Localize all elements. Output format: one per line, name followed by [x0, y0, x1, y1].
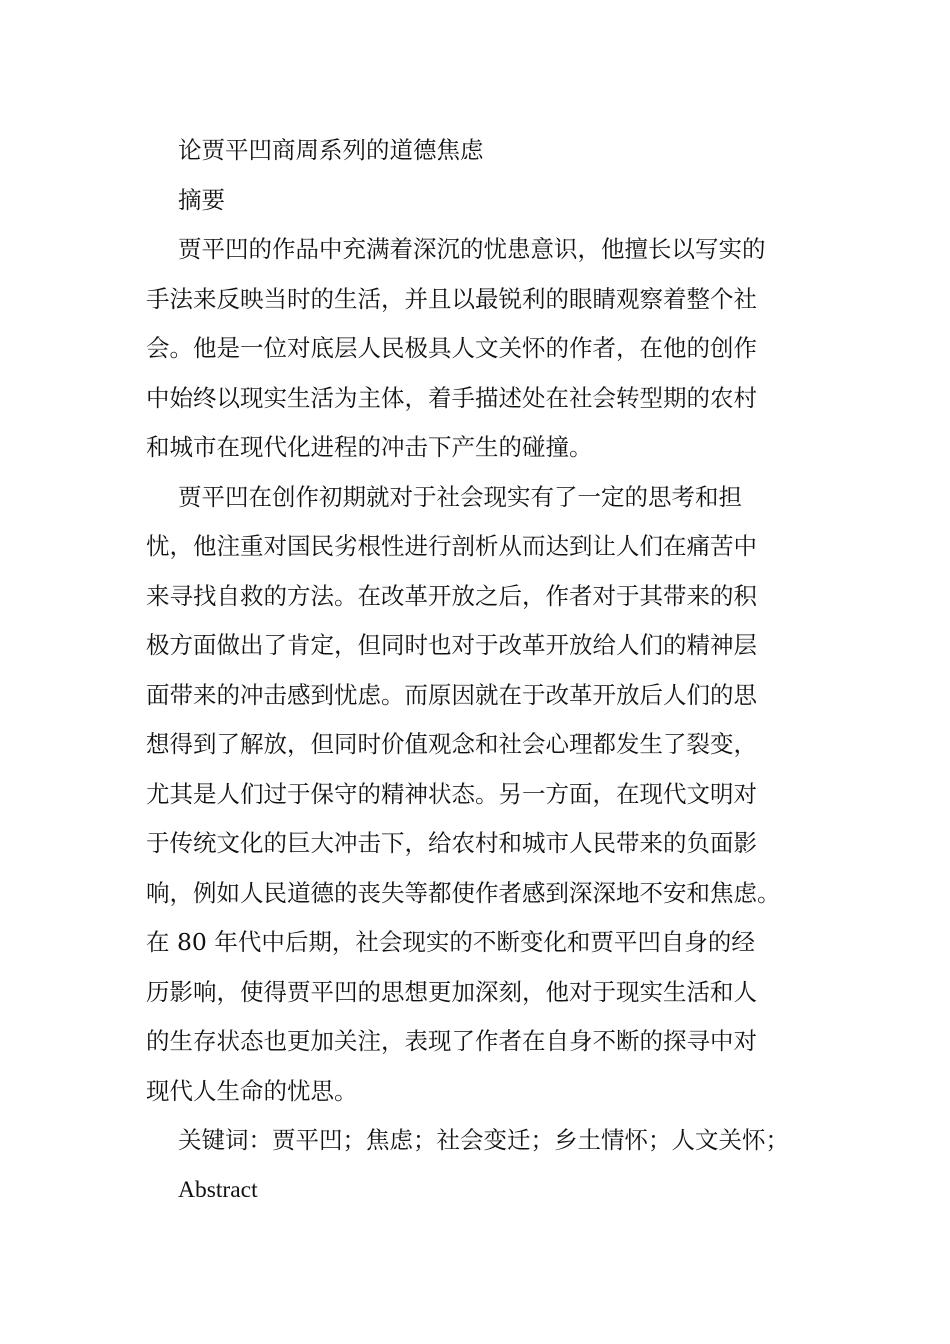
paragraph-line: 贾平凹在创作初期就对于社会现实有了一定的思考和担: [178, 482, 742, 511]
paragraph-line: 想得到了解放，但同时价值观念和社会心理都发生了裂变，: [146, 730, 757, 758]
paragraph-line: 来寻找自救的方法。在改革开放之后，作者对于其带来的积: [146, 581, 757, 610]
paragraph-line: 中始终以现实生活为主体，着手描述处在社会转型期的农村: [146, 383, 757, 412]
abstract-en-heading: Abstract: [178, 1176, 258, 1203]
paragraph-line: 响，例如人民道德的丧失等都使作者感到深深地不安和焦虑。: [146, 878, 781, 907]
paragraph-line: 忧，他注重对国民劣根性进行剖析从而达到让人们在痛苦中: [146, 532, 757, 560]
document-title: 论贾平凹商周系列的道德焦虑: [178, 136, 484, 164]
abstract-paragraph-1: [146, 225, 814, 473]
paragraph-line: 极方面做出了肯定，但同时也对于改革开放给人们的精神层: [146, 631, 757, 659]
paragraph-line: 贾平凹的作品中充满着深沉的忧患意识，他擅长以写实的: [178, 235, 766, 263]
abstract-paragraph-2: [146, 473, 814, 1117]
document-body: [146, 126, 814, 1215]
paragraph-line: 尤其是人们过于保守的精神状态。另一方面，在现代文明对: [146, 779, 757, 808]
paragraph-line: 会。他是一位对底层人民极具人文关怀的作者，在他的创作: [146, 334, 757, 362]
paragraph-line: 手法来反映当时的生活，并且以最锐利的眼睛观察着整个社: [146, 284, 757, 313]
paragraph-line: 的生存状态也更加关注，表现了作者在自身不断的探寻中对: [146, 1027, 757, 1055]
keywords-line: 关键词：贾平凹；焦虑；社会变迁；乡土情怀；人文关怀；: [178, 1126, 789, 1154]
paragraph-line: 面带来的冲击感到忧虑。而原因就在于改革开放后人们的思: [146, 680, 757, 709]
paragraph-line: 在 80 年代中后期，社会现实的不断变化和贾平凹自身的经: [146, 928, 755, 956]
paragraph-line: 于传统文化的巨大冲击下，给农村和城市人民带来的负面影: [146, 829, 757, 857]
abstract-heading: 摘要: [178, 185, 225, 214]
paragraph-line: 和城市在现代化进程的冲击下产生的碰撞。: [146, 433, 593, 461]
paragraph-line: 历影响，使得贾平凹的思想更加深刻，他对于现实生活和人: [146, 977, 757, 1006]
paragraph-line: 现代人生命的忧思。: [146, 1076, 358, 1105]
